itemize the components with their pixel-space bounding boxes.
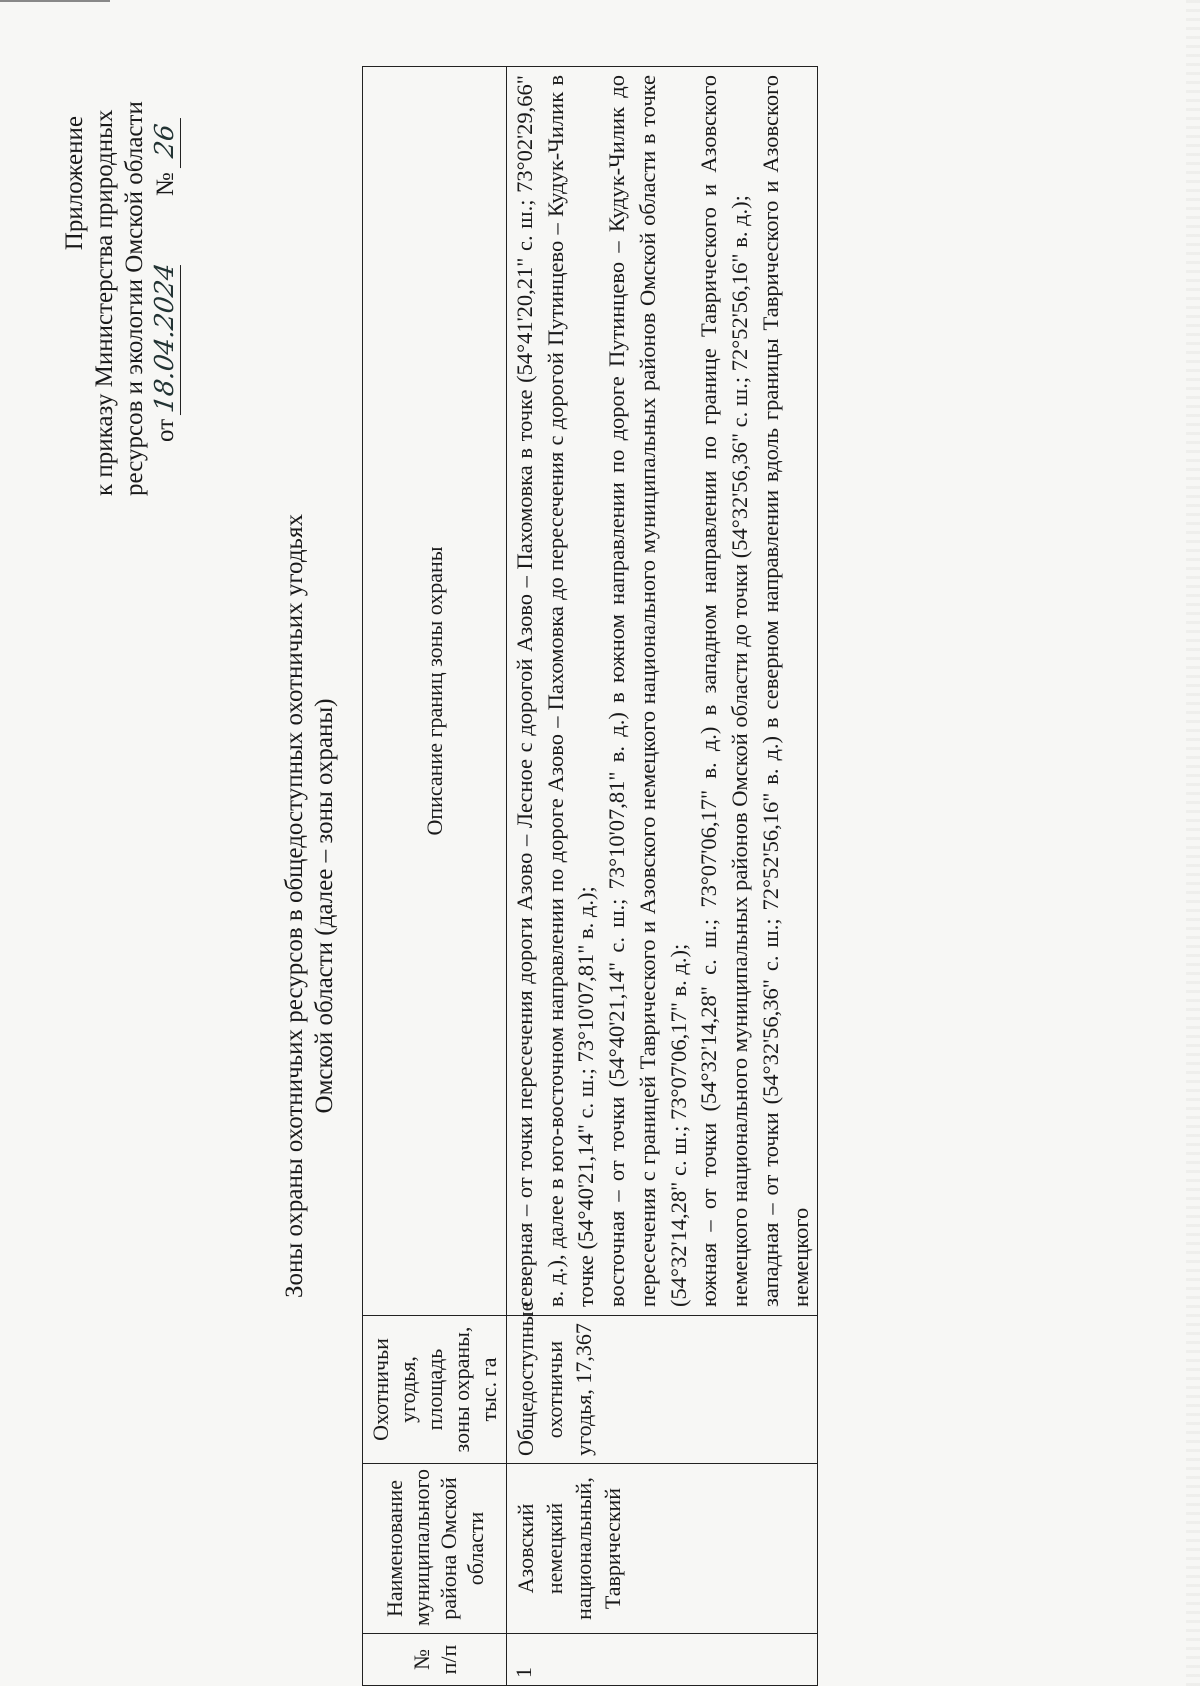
- header-num: № п/п: [363, 1634, 507, 1686]
- table-header-row: [363, 67, 507, 1686]
- header-grounds: Охотничьи угодья, площадь зоны охраны, тыс. га: [363, 1316, 507, 1464]
- appendix-order-line: к приказу Министерства природных: [91, 109, 118, 496]
- number-label: №: [152, 172, 179, 197]
- handwritten-number: 26: [150, 114, 181, 168]
- appendix-header: [60, 101, 181, 496]
- document-title: [280, 426, 340, 1386]
- header-description: Описание границ зоны охраны: [363, 67, 507, 1316]
- row-description: [507, 67, 818, 1316]
- handwritten-date: 18.04.2024: [150, 260, 180, 415]
- header-district: Наименование муниципального района Омской области: [363, 1464, 507, 1634]
- appendix-title: Приложение: [61, 116, 88, 251]
- appendix-date-number-line: [150, 116, 181, 496]
- boundary-west: западная – от точки (54°32'56,36" с. ш.; 72°52'56,16" в. д.) в северном направлении вдоль границы Таврического и Азовского немецкого: [757, 75, 814, 1307]
- row-district: Азовский немецкий национальный, Таврический: [507, 1464, 818, 1634]
- table-row: [507, 67, 818, 1686]
- boundary-south: южная – от точки (54°32'14,28" с. ш.; 73°07'06,17" в. д.) в западном направлении по границе Таврического и Азовского немецкого национального муниципальных районов Омской области до точки (54°32'56,36" с. ш.; 72°52'56,16" в. д.);: [696, 75, 752, 1307]
- title-line-1: Зоны охраны охотничьих ресурсов в общедоступных охотничьих угодьях: [281, 514, 308, 1298]
- appendix-ministry-line: ресурсов и экологии Омской области: [121, 101, 148, 496]
- boundary-east: восточная – от точки (54°40'21,14" с. ш.; 73°10'07,81" в. д.) в южном направлении по дороге Путинцево – Кудук-Чилик до пересечения с границей Таврического и Азовского немецкого национального муниципальных районов Омской области в точке (54°32'14,28" с. ш.; 73°07'06,17" в. д.);: [604, 75, 691, 1307]
- row-grounds: Общедоступные охотничьи угодья, 17,367: [507, 1316, 818, 1464]
- boundary-north: северная – от точки пересечения дороги Азово – Лесное с дорогой Азово – Пахомовка в точке (54°41'20,21" с. ш.; 73°02'29,66" в. д.), далее в юго-восточном направлении по дороге Азово – Пахомовка до пересечения с дорогой Путинцево – Кудук-Чилик в точке (54°40'21,14" с. ш.; 73°10'07,81" в. д.);: [512, 75, 599, 1307]
- from-label: от: [152, 418, 179, 442]
- protection-zones-table: [362, 66, 818, 1686]
- row-num: 1: [507, 1634, 818, 1686]
- title-line-2: Омской области (далее – зоны охраны): [311, 698, 338, 1114]
